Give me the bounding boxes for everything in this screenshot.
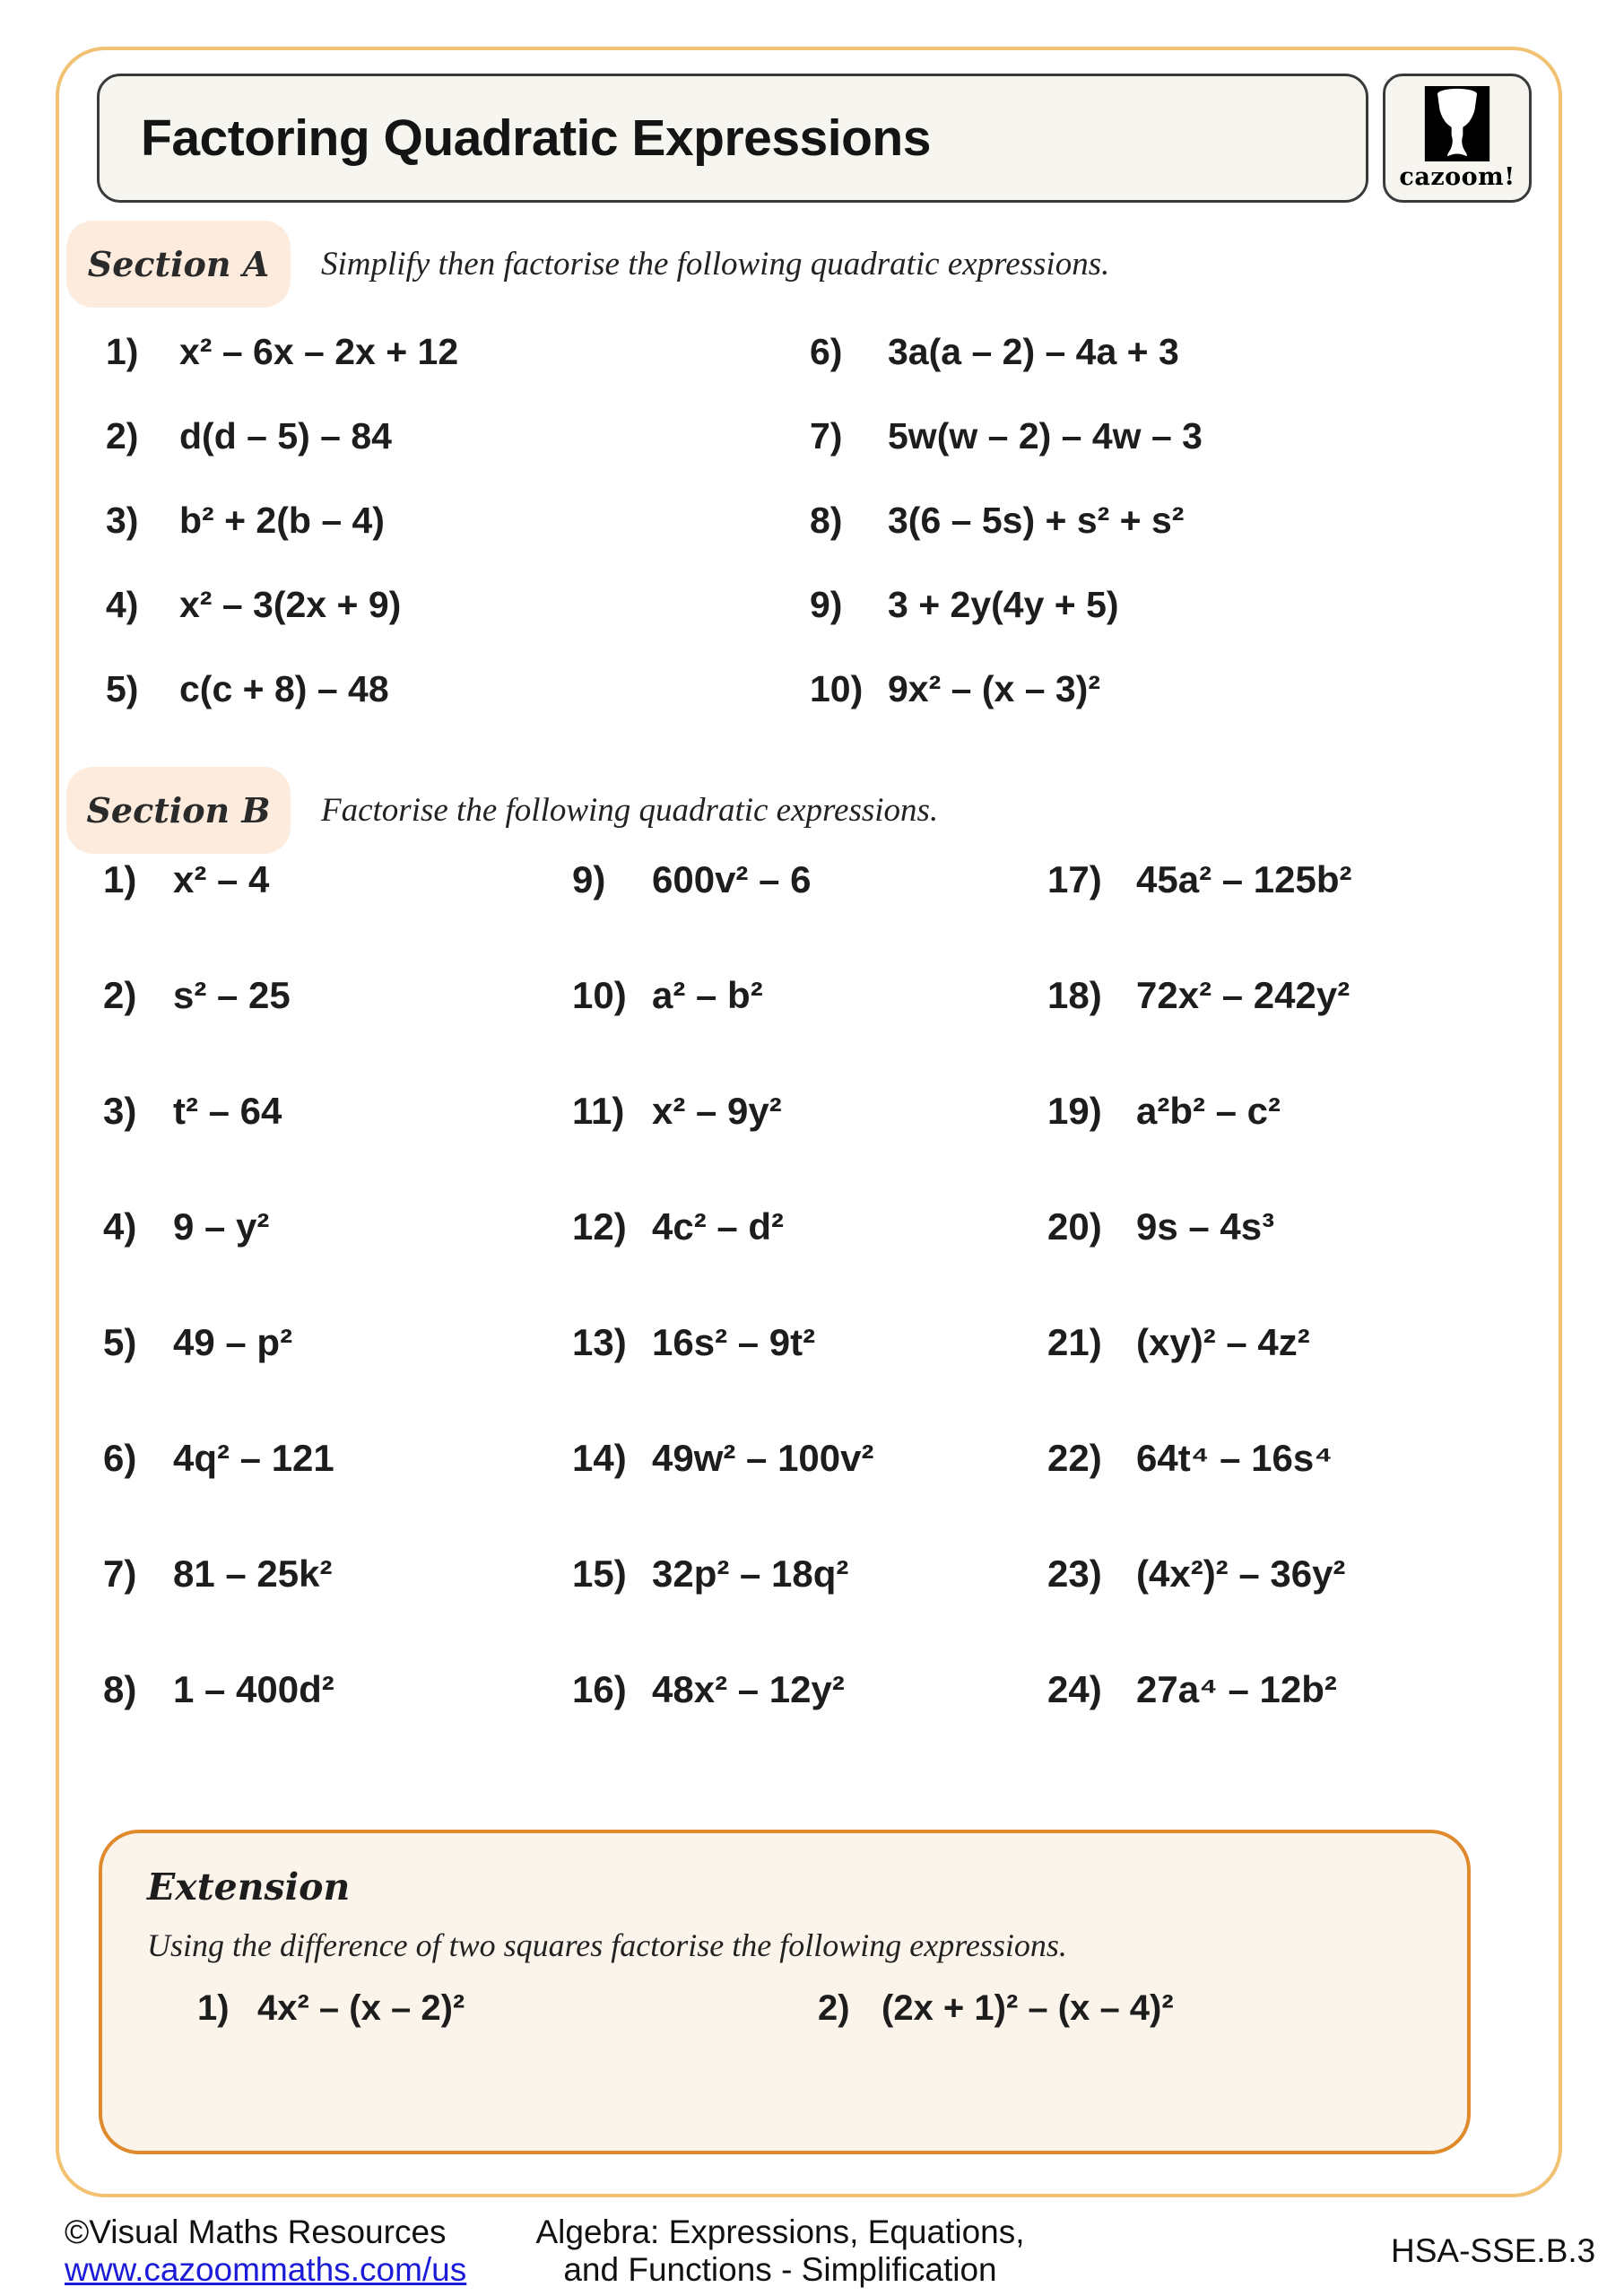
problem-number: 8): [103, 1668, 137, 1710]
problem-expression: 49 – p²: [173, 1321, 293, 1363]
category-line-1: Algebra: Expressions, Equations,: [535, 2213, 1025, 2250]
problem-number: 6): [810, 330, 843, 372]
problem-row: [103, 1089, 334, 1134]
problem-expression: 9s – 4s³: [1136, 1205, 1275, 1248]
problem-number: 2): [106, 414, 139, 457]
problem-expression: x² – 3(2x + 9): [179, 583, 402, 625]
page-title: Factoring Quadratic Expressions: [141, 109, 931, 167]
problem-row: [1047, 857, 1351, 902]
problem-row: [1047, 1667, 1351, 1712]
category-line-2: and Functions - Simplification: [563, 2251, 997, 2288]
problem-number: 5): [103, 1321, 137, 1363]
problem-number: 11): [572, 1090, 625, 1132]
problem-number: 14): [572, 1437, 627, 1479]
problem-row: [810, 499, 1203, 542]
problem-number: 22): [1047, 1437, 1102, 1479]
problem-expression: 1 – 400d²: [173, 1668, 334, 1710]
problem-row: [103, 1436, 334, 1481]
section-b-column-3: [1047, 857, 1351, 1783]
problem-row: [810, 414, 1203, 457]
problem-expression: (xy)² – 4z²: [1136, 1321, 1310, 1363]
problem-number: 15): [572, 1552, 627, 1595]
problem-number: 18): [1047, 974, 1102, 1016]
problem-number: 3): [103, 1090, 137, 1132]
problem-number: 20): [1047, 1205, 1102, 1248]
extension-instruction: Using the difference of two squares factorise the following expressions.: [147, 1927, 1067, 1963]
problem-number: 16): [572, 1668, 627, 1710]
problem-number: 2): [103, 974, 137, 1016]
problem-number: 4): [103, 1205, 137, 1248]
problem-expression: (2x + 1)² – (x – 4)²: [881, 1987, 1174, 2028]
logo-wordmark: cazoom!: [1399, 162, 1515, 191]
problem-expression: 4x² – (x – 2)²: [257, 1987, 465, 2028]
problem-number: 2): [818, 1987, 850, 2028]
section-b-instruction: Factorise the following quadratic expressions.: [321, 792, 939, 829]
problem-number: 23): [1047, 1552, 1102, 1595]
problem-expression: x² – 4: [173, 858, 270, 900]
problem-expression: 27a⁴ – 12b²: [1136, 1668, 1337, 1710]
problem-row: [818, 1986, 1174, 2031]
problem-expression: 45a² – 125b²: [1136, 858, 1352, 900]
problem-row: [572, 857, 874, 902]
problem-row: [106, 667, 458, 710]
problem-expression: 81 – 25k²: [173, 1552, 333, 1595]
problem-row: [572, 1436, 874, 1481]
problem-number: 9): [810, 583, 843, 625]
section-b-label-text: Section B: [86, 790, 271, 831]
problem-expression: 600v² – 6: [652, 858, 812, 900]
problem-number: 19): [1047, 1090, 1102, 1132]
problem-row: [572, 1667, 874, 1712]
problem-row: [1047, 1205, 1351, 1249]
problem-expression: 3(6 – 5s) + s² + s²: [888, 499, 1185, 541]
problem-expression: 49w² – 100v²: [652, 1437, 874, 1479]
problem-expression: c(c + 8) – 48: [179, 667, 389, 709]
problem-row: [1047, 1089, 1351, 1134]
section-b-column-1: [103, 857, 334, 1783]
problem-expression: 9x² – (x – 3)²: [888, 667, 1100, 709]
problem-row: [106, 330, 458, 373]
problem-row: [103, 857, 334, 902]
problem-row: [103, 1552, 334, 1596]
problem-expression: 48x² – 12y²: [652, 1668, 845, 1710]
problem-expression: d(d – 5) – 84: [179, 414, 392, 457]
problem-number: 17): [1047, 858, 1102, 900]
problem-expression: 3a(a – 2) – 4a + 3: [888, 330, 1179, 372]
problem-expression: 16s² – 9t²: [652, 1321, 816, 1363]
problem-number: 3): [106, 499, 139, 541]
section-a-column-1: [106, 330, 458, 752]
problem-number: 7): [103, 1552, 137, 1595]
problem-row: [106, 414, 458, 457]
problem-number: 1): [103, 858, 137, 900]
problem-expression: 32p² – 18q²: [652, 1552, 849, 1595]
problem-number: 24): [1047, 1668, 1102, 1710]
problem-expression: a² – b²: [652, 974, 763, 1016]
section-a-label-text: Section A: [87, 244, 270, 284]
problem-row: [106, 583, 458, 626]
section-a-label: [66, 221, 291, 308]
cazoom-logo: [1383, 74, 1532, 203]
standard-code: HSA-SSE.B.3: [1391, 2232, 1596, 2269]
extension-box: [99, 1830, 1471, 2154]
problem-row: [103, 973, 334, 1018]
problem-number: 8): [810, 499, 843, 541]
problem-expression: 64t⁴ – 16s⁴: [1136, 1437, 1333, 1479]
problem-number: 21): [1047, 1321, 1102, 1363]
problem-row: [572, 973, 874, 1018]
problem-expression: 5w(w – 2) – 4w – 3: [888, 414, 1203, 457]
problem-row: [1047, 1436, 1351, 1481]
problem-number: 13): [572, 1321, 627, 1363]
problem-number: 12): [572, 1205, 627, 1248]
problem-row: [810, 667, 1203, 710]
cazoommaths-link[interactable]: www.cazoommaths.com/us: [65, 2251, 467, 2288]
category-text: [502, 2213, 1058, 2289]
drum-icon: [1424, 86, 1490, 161]
problem-expression: (4x²)² – 36y²: [1136, 1552, 1346, 1595]
problem-row: [1047, 1552, 1351, 1596]
problem-row: [103, 1320, 334, 1365]
problem-expression: s² – 25: [173, 974, 291, 1016]
problem-number: 4): [106, 583, 139, 625]
section-a-instruction: Simplify then factorise the following quadratic expressions.: [321, 246, 1110, 283]
problem-number: 1): [197, 1987, 230, 2028]
problem-row: [197, 1986, 465, 2031]
problem-row: [106, 499, 458, 542]
section-b-label: [66, 767, 291, 854]
problem-row: [810, 330, 1203, 373]
problem-expression: 4q² – 121: [173, 1437, 334, 1479]
problem-expression: x² – 9y²: [652, 1090, 782, 1132]
problem-number: 5): [106, 667, 139, 709]
problem-number: 7): [810, 414, 843, 457]
problem-number: 6): [103, 1437, 137, 1479]
problem-row: [1047, 1320, 1351, 1365]
problem-expression: b² + 2(b – 4): [179, 499, 385, 541]
problem-number: 9): [572, 858, 606, 900]
section-a-column-2: [810, 330, 1203, 752]
problem-number: 10): [572, 974, 627, 1016]
copyright-text: ©Visual Maths Resources: [65, 2213, 447, 2250]
problem-row: [810, 583, 1203, 626]
problem-number: 10): [810, 667, 864, 709]
problem-row: [1047, 973, 1351, 1018]
problem-row: [572, 1205, 874, 1249]
problem-expression: 3 + 2y(4y + 5): [888, 583, 1119, 625]
title-box: [97, 74, 1368, 203]
problem-row: [103, 1205, 334, 1249]
problem-expression: a²b² – c²: [1136, 1090, 1281, 1132]
problem-row: [572, 1552, 874, 1596]
problem-expression: 4c² – d²: [652, 1205, 785, 1248]
problem-number: 1): [106, 330, 139, 372]
problem-row: [572, 1089, 874, 1134]
extension-title: Extension: [147, 1866, 351, 1909]
problem-expression: t² – 64: [173, 1090, 282, 1132]
problem-expression: x² – 6x – 2x + 12: [179, 330, 459, 372]
problem-row: [572, 1320, 874, 1365]
problem-expression: 9 – y²: [173, 1205, 270, 1248]
problem-expression: 72x² – 242y²: [1136, 974, 1350, 1016]
section-b-column-2: [572, 857, 874, 1783]
problem-row: [103, 1667, 334, 1712]
